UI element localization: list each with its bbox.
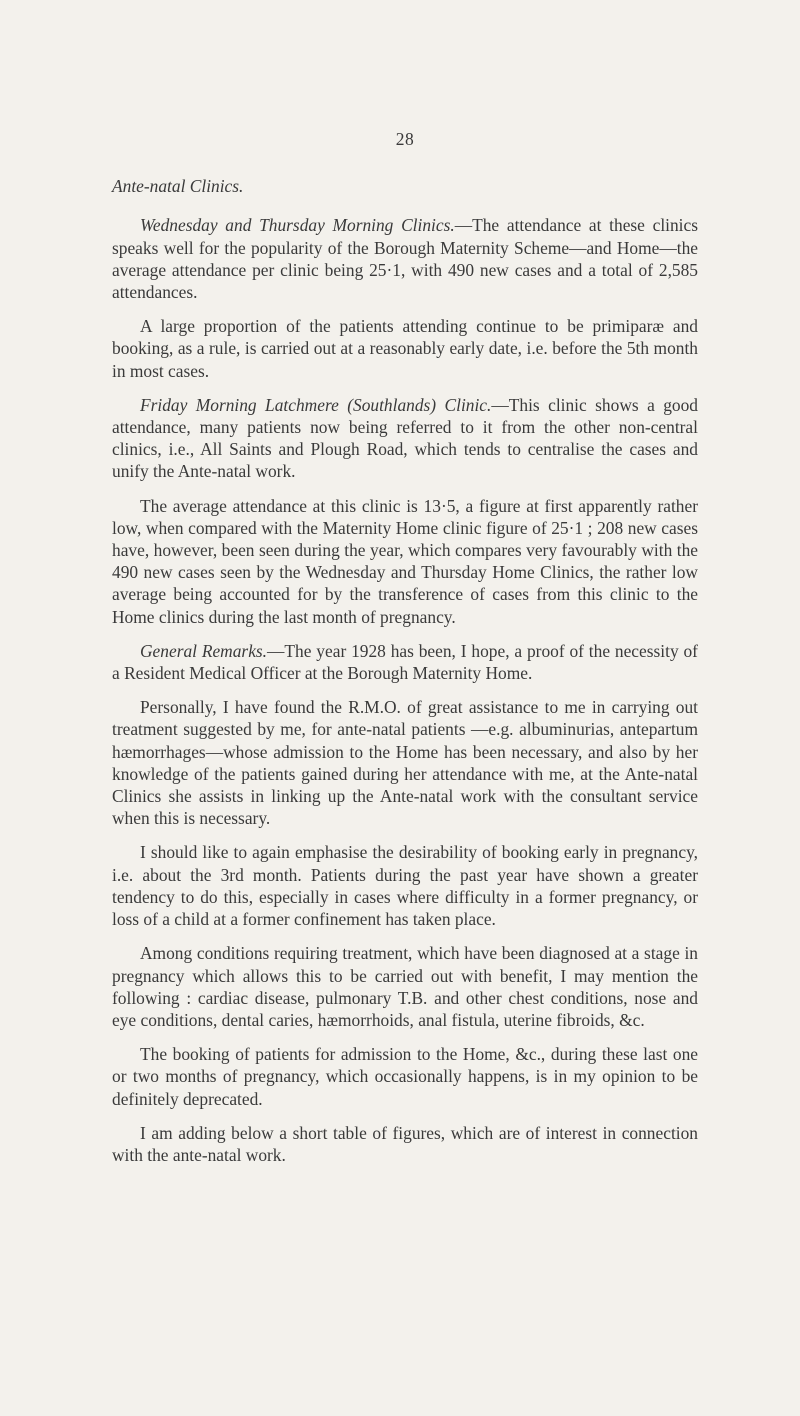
paragraph-text: The booking of patients for admission to the Home, &c., during these last one or two months of pregnancy, which occasionally happens, is in my opinion to be definitely deprecated. bbox=[112, 1044, 698, 1109]
paragraph-late-booking bbox=[112, 1043, 698, 1110]
paragraph-latchmere-clinic bbox=[112, 394, 698, 483]
paragraph-text: Among conditions requiring treatment, which have been diagnosed at a stage in pregnancy which allows this to be carried out with benefit, I may mention the following : cardiac disease, pulmonary T.B. and other chest conditions, nose and eye conditions, dental caries, hæmorrhoids, anal fistula, uterine fibroids, &c. bbox=[112, 943, 698, 1030]
paragraph-text: I am adding below a short table of figures, which are of interest in connection with the ante-natal work. bbox=[112, 1122, 698, 1165]
paragraph-text: The average attendance at this clinic is 13·5, a figure at first apparently rather low, when compared with the Maternity Home clinic figure of 25·1 ; 208 new cases have, however, been seen during the year, which compares very favourably with the 490 new cases seen by the Wednesday and Thursday Home Clinics, the rather low average being accounted for by the transference of cases from this clinic to the Home clinics during the last month of pregnancy. bbox=[112, 495, 698, 627]
paragraph-table-intro bbox=[112, 1122, 698, 1166]
paragraph-rmo-assistance bbox=[112, 696, 698, 829]
paragraph-wednesday-thursday-clinics bbox=[112, 214, 698, 303]
paragraph-average-attendance bbox=[112, 495, 698, 628]
section-heading: Ante-natal Clinics. bbox=[112, 176, 244, 197]
paragraph-text: —The attendance at these clinics speaks well for the popularity of the Borough Maternity Scheme—and Home—the average attendance per clinic being 25·1, with 490 new cases and a total of 2,585 attendances. bbox=[112, 215, 698, 303]
paragraph-text: A large proportion of the patients attending continue to be primiparæ and booking, as a rule, is carried out at a reasonably early date, i.e. before the 5th month in most cases. bbox=[112, 316, 698, 381]
paragraph-conditions bbox=[112, 942, 698, 1031]
paragraph-text: I should like to again emphasise the desirability of booking early in pregnancy, i.e. about the 3rd month. Patients during the past year have shown a greater tendency to do this, especially in cases where difficulty in a former pregnancy, or loss of a child at a former confinement has taken place. bbox=[112, 842, 698, 930]
paragraph-text: Personally, I have found the R.M.O. of great assistance to me in carrying out treatment suggested by me, for ante-natal patients —e.g. albuminurias, antepartum hæmorrhages—whose admission to the Home has been necessary, and also by her knowledge of the patients gained during her attendance with me, at the Ante-natal Clinics she assists in linking up the Ante-natal work with the consultant service when this is necessary. bbox=[112, 697, 698, 829]
paragraph-lead: Friday Morning Latchmere (Southlands) Clinic. bbox=[140, 394, 492, 415]
paragraph-general-remarks bbox=[112, 640, 698, 684]
paragraph-text: —The year 1928 has been, I hope, a proof of the necessity of a Resident Medical Officer at the Borough Maternity Home. bbox=[112, 640, 698, 684]
paragraph-text: —This clinic shows a good attendance, many patients now being referred to it from the other non-central clinics, i.e., All Saints and Plough Road, which tends to centralise the cases and unify the Ante-natal work. bbox=[112, 394, 698, 482]
paragraph-lead: General Remarks. bbox=[140, 640, 268, 661]
page-number: 28 bbox=[395, 129, 415, 149]
paragraph-primiparae bbox=[112, 315, 698, 382]
paragraph-lead: Wednesday and Thursday Morning Clinics. bbox=[140, 215, 455, 236]
paragraph-early-booking bbox=[112, 841, 698, 930]
document-page bbox=[112, 128, 698, 1178]
